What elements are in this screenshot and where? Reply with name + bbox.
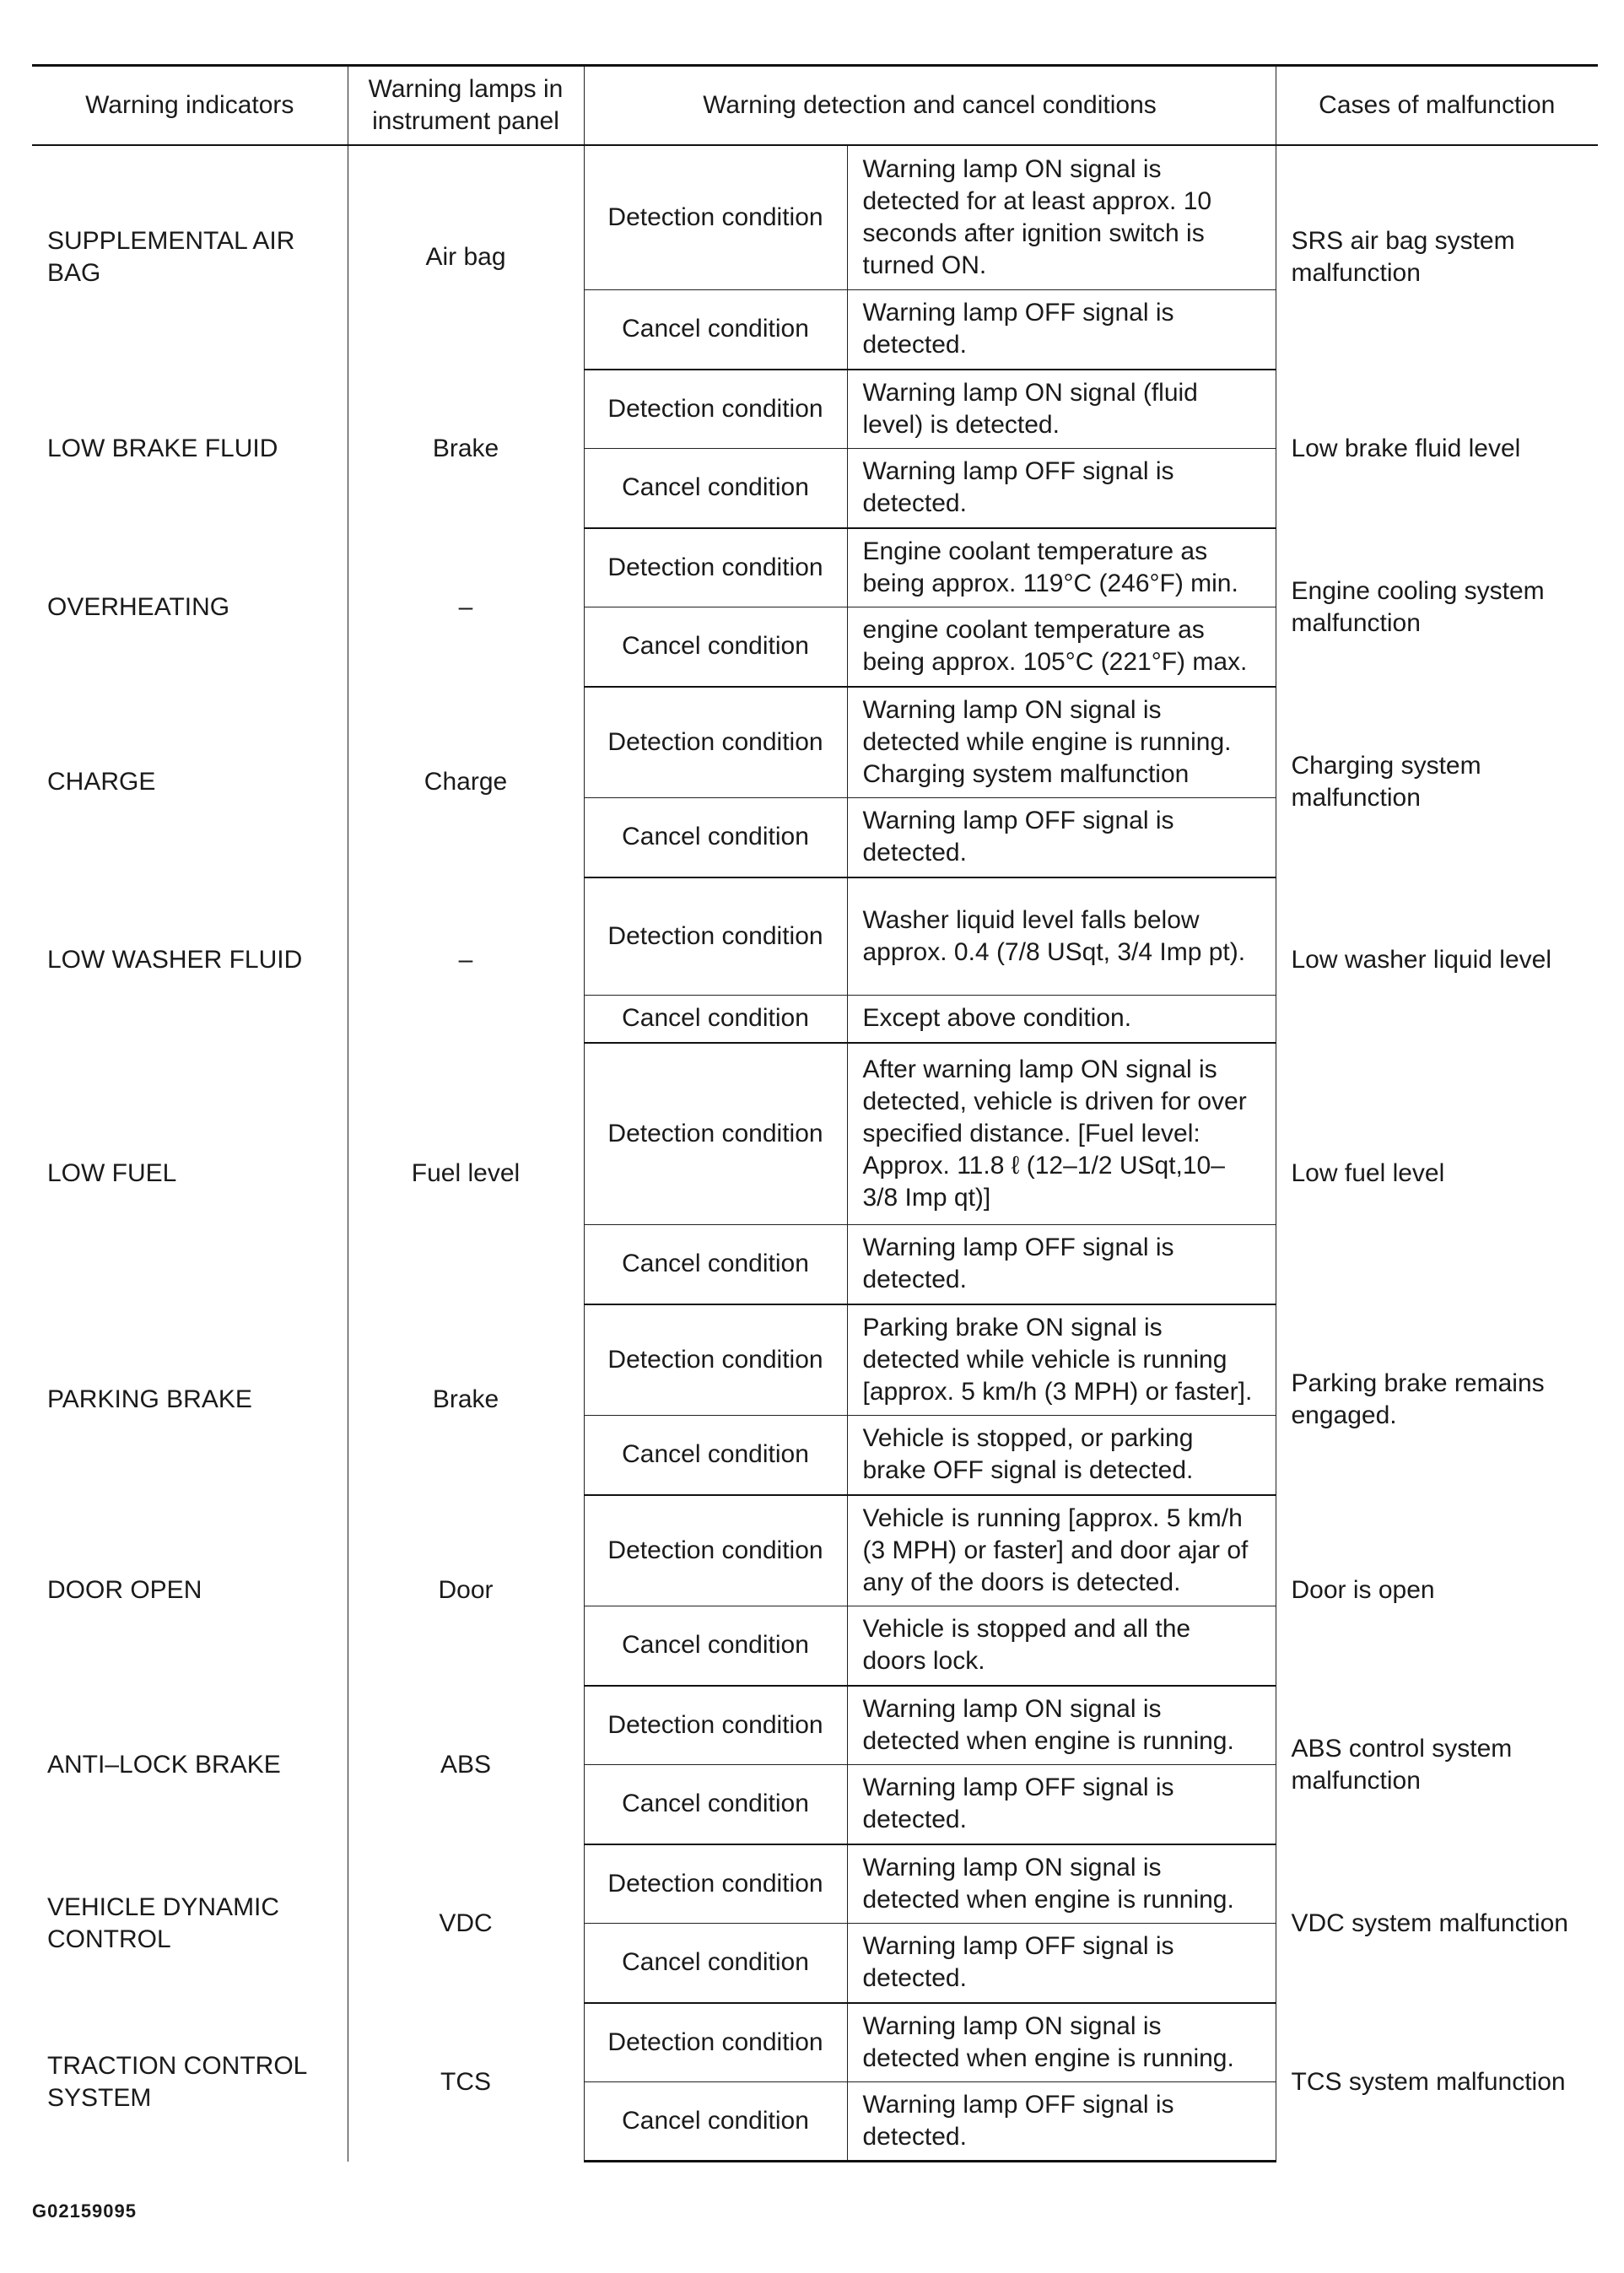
detection-label: Detection condition (584, 1844, 847, 1924)
indicator-name: ANTI–LOCK BRAKE (32, 1686, 348, 1844)
table-row (32, 1844, 1598, 1924)
lamp-name: Fuel level (348, 1043, 584, 1304)
lamp-name: Brake (348, 370, 584, 528)
indicator-name: OVERHEATING (32, 528, 348, 687)
detection-text: Warning lamp ON signal is detected when engine is running. (847, 2003, 1276, 2082)
cancel-label: Cancel condition (584, 996, 847, 1043)
cancel-text: Warning lamp OFF signal is detected. (847, 1765, 1276, 1844)
detection-label: Detection condition (584, 687, 847, 798)
indicator-name: LOW BRAKE FLUID (32, 370, 348, 528)
cancel-label: Cancel condition (584, 798, 847, 877)
indicator-name: SUPPLEMENTAL AIR BAG (32, 145, 348, 370)
header-warning-indicators: Warning indicators (32, 66, 348, 145)
detection-text: Vehicle is running [approx. 5 km/h (3 MPH) or faster] and door ajar of any of the doors is detected. (847, 1495, 1276, 1606)
cancel-label: Cancel condition (584, 449, 847, 528)
cancel-label: Cancel condition (584, 290, 847, 370)
malfunction-case: Low washer liquid level (1276, 877, 1598, 1043)
indicator-name: TRACTION CONTROL SYSTEM (32, 2003, 348, 2162)
table-row (32, 528, 1598, 607)
detection-label: Detection condition (584, 1686, 847, 1765)
cancel-text: Warning lamp OFF signal is detected. (847, 2082, 1276, 2162)
table-row (32, 145, 1598, 290)
table-header-row (32, 66, 1598, 145)
cancel-label: Cancel condition (584, 1225, 847, 1304)
detection-label: Detection condition (584, 1495, 847, 1606)
malfunction-case: Charging system malfunction (1276, 687, 1598, 877)
cancel-label: Cancel condition (584, 607, 847, 687)
lamp-name: – (348, 877, 584, 1043)
table-row (32, 1686, 1598, 1765)
malfunction-case: Parking brake remains engaged. (1276, 1304, 1598, 1495)
cancel-label: Cancel condition (584, 2082, 847, 2162)
cancel-label: Cancel condition (584, 1416, 847, 1495)
header-cases-of-malfunction: Cases of malfunction (1276, 66, 1598, 145)
lamp-name: Door (348, 1495, 584, 1686)
detection-label: Detection condition (584, 2003, 847, 2082)
warning-indicators-table (32, 64, 1598, 2162)
detection-text: Warning lamp ON signal is detected for at least approx. 10 seconds after ignition switch is turned ON. (847, 145, 1276, 290)
detection-label: Detection condition (584, 145, 847, 290)
indicator-name: CHARGE (32, 687, 348, 877)
lamp-name: – (348, 528, 584, 687)
table-row (32, 1495, 1598, 1606)
lamp-name: ABS (348, 1686, 584, 1844)
cancel-label: Cancel condition (584, 1765, 847, 1844)
lamp-name: VDC (348, 1844, 584, 2003)
lamp-name: Brake (348, 1304, 584, 1495)
indicator-name: VEHICLE DYNAMIC CONTROL (32, 1844, 348, 2003)
table-row (32, 877, 1598, 996)
malfunction-case: Low fuel level (1276, 1043, 1598, 1304)
detection-text: Warning lamp ON signal is detected when engine is running. (847, 1686, 1276, 1765)
table-row (32, 2003, 1598, 2082)
detection-text: After warning lamp ON signal is detected, vehicle is driven for over specified distance. [Fuel level: Approx. 11.8 ℓ (12–1/2 USqt,10–3/8 Imp qt)] (847, 1043, 1276, 1225)
detection-text: Washer liquid level falls below approx. 0.4 (7/8 USqt, 3/4 Imp pt). (847, 877, 1276, 996)
indicator-name: LOW WASHER FLUID (32, 877, 348, 1043)
cancel-text: Vehicle is stopped, or parking brake OFF signal is detected. (847, 1416, 1276, 1495)
lamp-name: Air bag (348, 145, 584, 370)
cancel-text: Warning lamp OFF signal is detected. (847, 1924, 1276, 2003)
cancel-text: Vehicle is stopped and all the doors lock. (847, 1606, 1276, 1686)
header-warning-lamps: Warning lamps in instrument panel (348, 66, 584, 145)
detection-text: Warning lamp ON signal (fluid level) is detected. (847, 370, 1276, 449)
indicator-name: DOOR OPEN (32, 1495, 348, 1686)
detection-text: Warning lamp ON signal is detected while engine is running. Charging system malfunction (847, 687, 1276, 798)
table-row (32, 1043, 1598, 1225)
header-detection-cancel-conditions: Warning detection and cancel conditions (584, 66, 1276, 145)
detection-label: Detection condition (584, 1304, 847, 1416)
lamp-name: TCS (348, 2003, 584, 2162)
detection-text: Warning lamp ON signal is detected when engine is running. (847, 1844, 1276, 1924)
cancel-text: Warning lamp OFF signal is detected. (847, 290, 1276, 370)
lamp-name: Charge (348, 687, 584, 877)
malfunction-case: ABS control system malfunction (1276, 1686, 1598, 1844)
indicator-name: LOW FUEL (32, 1043, 348, 1304)
table-row (32, 1304, 1598, 1416)
cancel-text: Warning lamp OFF signal is detected. (847, 449, 1276, 528)
detection-label: Detection condition (584, 528, 847, 607)
cancel-text: engine coolant temperature as being approx. 105°C (221°F) max. (847, 607, 1276, 687)
malfunction-case: Engine cooling system malfunction (1276, 528, 1598, 687)
cancel-label: Cancel condition (584, 1606, 847, 1686)
detection-label: Detection condition (584, 877, 847, 996)
cancel-label: Cancel condition (584, 1924, 847, 2003)
malfunction-case: SRS air bag system malfunction (1276, 145, 1598, 370)
detection-label: Detection condition (584, 1043, 847, 1225)
detection-text: Parking brake ON signal is detected while vehicle is running [approx. 5 km/h (3 MPH) or faster]. (847, 1304, 1276, 1416)
table-row (32, 687, 1598, 798)
malfunction-case: VDC system malfunction (1276, 1844, 1598, 2003)
indicator-name: PARKING BRAKE (32, 1304, 348, 1495)
cancel-text: Warning lamp OFF signal is detected. (847, 1225, 1276, 1304)
cancel-text: Warning lamp OFF signal is detected. (847, 798, 1276, 877)
figure-code: G02159095 (32, 2200, 137, 2222)
malfunction-case: Low brake fluid level (1276, 370, 1598, 528)
detection-label: Detection condition (584, 370, 847, 449)
cancel-text: Except above condition. (847, 996, 1276, 1043)
table-row (32, 370, 1598, 449)
malfunction-case: Door is open (1276, 1495, 1598, 1686)
malfunction-case: TCS system malfunction (1276, 2003, 1598, 2162)
detection-text: Engine coolant temperature as being approx. 119°C (246°F) min. (847, 528, 1276, 607)
